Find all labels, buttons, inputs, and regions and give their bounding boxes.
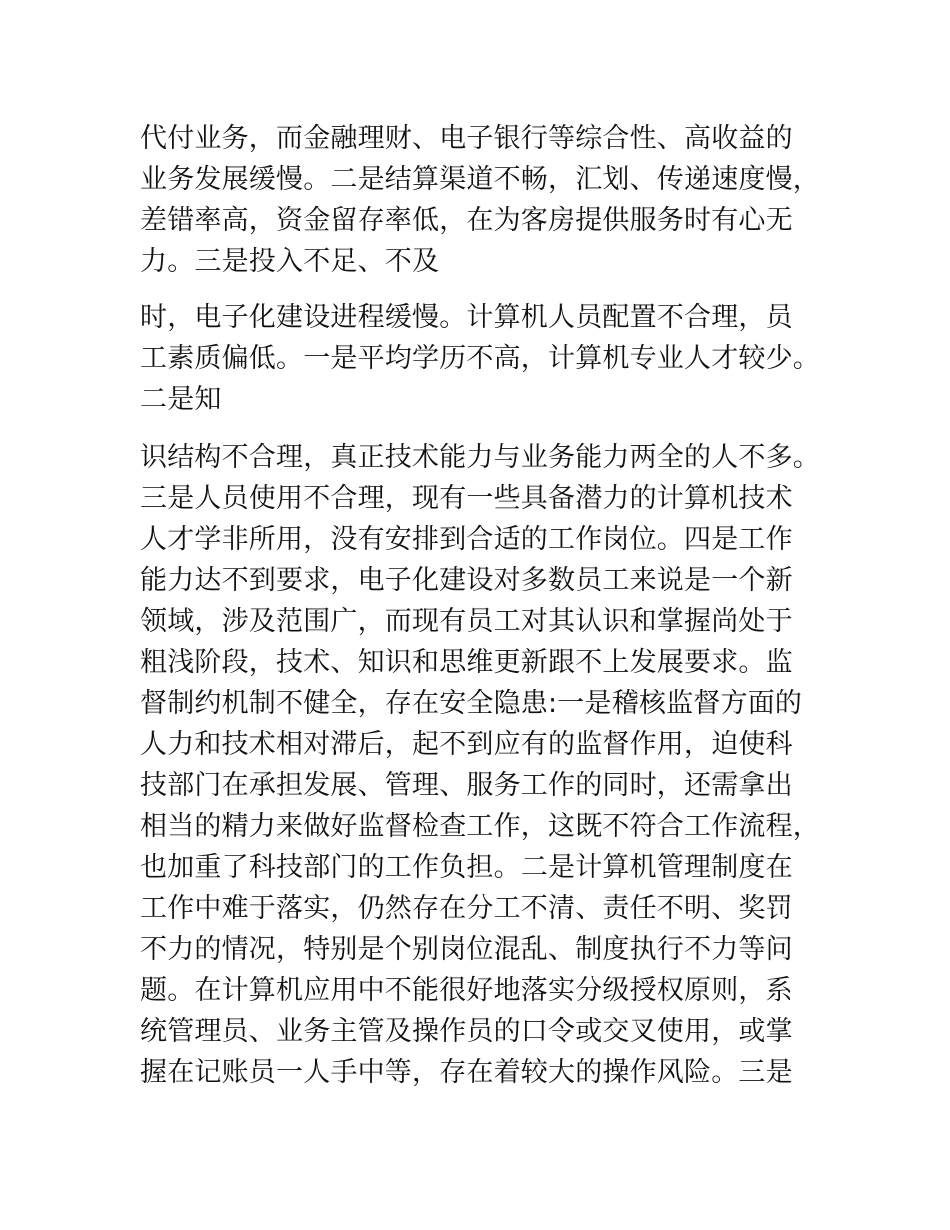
paragraph-1 bbox=[140, 118, 820, 282]
text-line: 时，电子化建设进程缓慢。计算机人员配置不合理，员 bbox=[140, 302, 793, 333]
text-line: 工作中难于落实，仍然存在分工不清、责任不明、奖罚 bbox=[140, 893, 793, 924]
text-line: 题。在计算机应用中不能很好地落实分级授权原则，系 bbox=[140, 975, 793, 1006]
text-line: 粗浅阶段，技术、知识和思维更新跟不上发展要求。监 bbox=[140, 647, 793, 678]
text-line: 人力和技术相对滞后，起不到应有的监督作用，迫使科 bbox=[140, 729, 793, 760]
paragraph-3 bbox=[140, 437, 820, 1093]
text-line: 业务发展缓慢。二是结算渠道不畅，汇划、传递速度慢， bbox=[140, 164, 820, 195]
text-line: 能力达不到要求，电子化建设对多数员工来说是一个新 bbox=[140, 565, 793, 596]
text-line: 识结构不合理，真正技术能力与业务能力两全的人不多。 bbox=[140, 442, 820, 473]
text-line: 差错率高，资金留存率低，在为客房提供服务时有心无 bbox=[140, 205, 793, 236]
text-line: 相当的精力来做好监督检查工作，这既不符合工作流程， bbox=[140, 811, 820, 842]
text-line: 也加重了科技部门的工作负担。二是计算机管理制度在 bbox=[140, 852, 793, 883]
text-line: 督制约机制不健全，存在安全隐患:一是稽核监督方面的 bbox=[140, 688, 803, 719]
text-line: 二是知 bbox=[140, 384, 222, 415]
text-line: 代付业务，而金融理财、电子银行等综合性、高收益的 bbox=[140, 123, 793, 154]
text-line: 统管理员、业务主管及操作员的口令或交叉使用，或掌 bbox=[140, 1016, 793, 1047]
paragraph-2 bbox=[140, 297, 820, 420]
text-line: 三是人员使用不合理，现有一些具备潜力的计算机技术 bbox=[140, 483, 793, 514]
text-line: 技部门在承担发展、管理、服务工作的同时，还需拿出 bbox=[140, 770, 793, 801]
text-line: 工素质偏低。一是平均学历不高，计算机专业人才较少。 bbox=[140, 343, 820, 374]
text-line: 人才学非所用，没有安排到合适的工作岗位。四是工作 bbox=[140, 524, 793, 555]
text-line: 力。三是投入不足、不及 bbox=[140, 246, 440, 277]
text-line: 领域，涉及范围广，而现有员工对其认识和掌握尚处于 bbox=[140, 606, 793, 637]
text-line: 握在记账员一人手中等，存在着较大的操作风险。三是 bbox=[140, 1057, 793, 1088]
text-line: 不力的情况，特别是个别岗位混乱、制度执行不力等问 bbox=[140, 934, 793, 965]
